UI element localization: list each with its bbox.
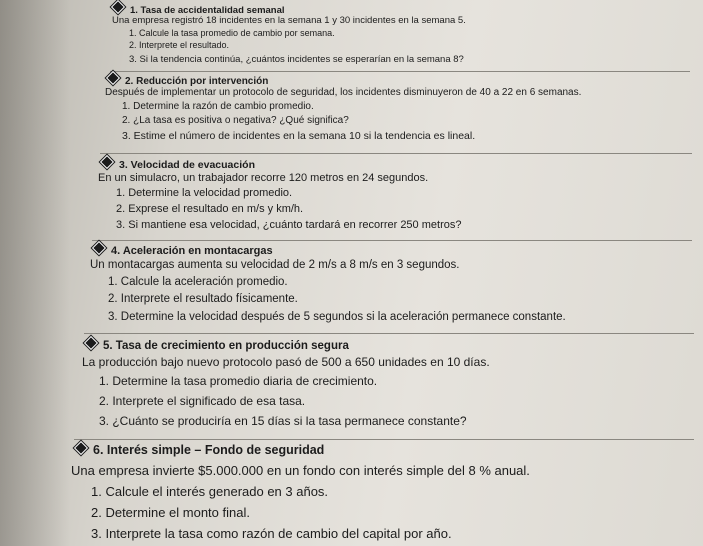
section-heading-text: 5. Tasa de crecimiento en producción segura [103,340,349,352]
divider [100,153,692,154]
list-item: 2. Interprete el resultado. [129,40,230,50]
list-item: 1. Determine la velocidad promedio. [116,187,293,199]
divider [110,71,690,72]
section-heading [113,2,285,16]
divider [74,439,694,440]
list-item: 2. Determine el monto final. [91,505,250,520]
divider [84,333,694,334]
diamond-bullet-icon [92,241,106,255]
section-heading-text: 2. Reducción por intervención [125,76,269,87]
section-heading-text: 6. Interés simple – Fondo de seguridad [93,443,325,457]
section-heading-text: 3. Velocidad de evacuación [119,159,255,171]
list-item: 1. Calcule el interés generado en 3 años. [91,484,329,499]
divider [92,240,692,241]
diamond-bullet-icon [111,0,125,14]
list-item: 3. Interprete la tasa como razón de cambio del capital por año. [91,526,452,541]
list-item: 1. Determine la razón de cambio promedio. [122,101,314,112]
diamond-bullet-icon [74,441,88,455]
section-heading [86,338,349,352]
list-item: 1. Determine la tasa promedio diaria de crecimiento. [99,374,378,388]
list-item: 2. ¿La tasa es positiva o negativa? ¿Qué significa? [122,115,349,126]
diamond-bullet-icon [100,155,114,169]
list-item: 3. Si la tendencia continúa, ¿cuántos incidentes se esperarían en la semana 8? [129,54,464,65]
section-heading [94,243,273,257]
list-item: 3. Si mantiene esa velocidad, ¿cuánto tardará en recorrer 250 metros? [116,219,462,231]
section-intro: Una empresa registró 18 incidentes en la semana 1 y 30 incidentes en la semana 5. [112,15,466,26]
list-item: 2. Exprese el resultado en m/s y km/h. [116,203,304,215]
section-heading-text: 1. Tasa de accidentalidad semanal [130,5,285,16]
list-item: 3. Determine la velocidad después de 5 segundos si la aceleración permanece constante. [108,311,566,323]
section-heading [76,443,324,457]
list-item: 1. Calcule la aceleración promedio. [108,276,288,288]
section-heading [108,73,268,87]
section-intro: En un simulacro, un trabajador recorre 120 metros en 24 segundos. [98,172,429,184]
list-item: 2. Interprete el significado de esa tasa. [99,394,306,408]
list-item: 1. Calcule la tasa promedio de cambio por semana. [129,28,335,38]
diamond-bullet-icon [84,336,98,350]
list-item: 2. Interprete el resultado físicamente. [108,293,298,305]
section-intro: Un montacargas aumenta su velocidad de 2 m/s a 8 m/s en 3 segundos. [90,259,460,271]
diamond-bullet-icon [106,71,120,85]
section-heading [102,157,255,171]
list-item: 3. ¿Cuánto se produciría en 15 días si la tasa permanece constante? [99,414,467,428]
page-edge-shadow [0,0,70,546]
section-intro: La producción bajo nuevo protocolo pasó de 500 a 650 unidades en 10 días. [82,355,490,369]
section-intro: Una empresa invierte $5.000.000 en un fondo con interés simple del 8 % anual. [71,463,530,478]
section-heading-text: 4. Aceleración en montacargas [111,245,273,257]
list-item: 3. Estime el número de incidentes en la semana 10 si la tendencia es lineal. [122,130,476,142]
section-intro: Después de implementar un protocolo de seguridad, los incidentes disminuyeron de 40 a 22 en 6 semanas. [105,87,582,98]
